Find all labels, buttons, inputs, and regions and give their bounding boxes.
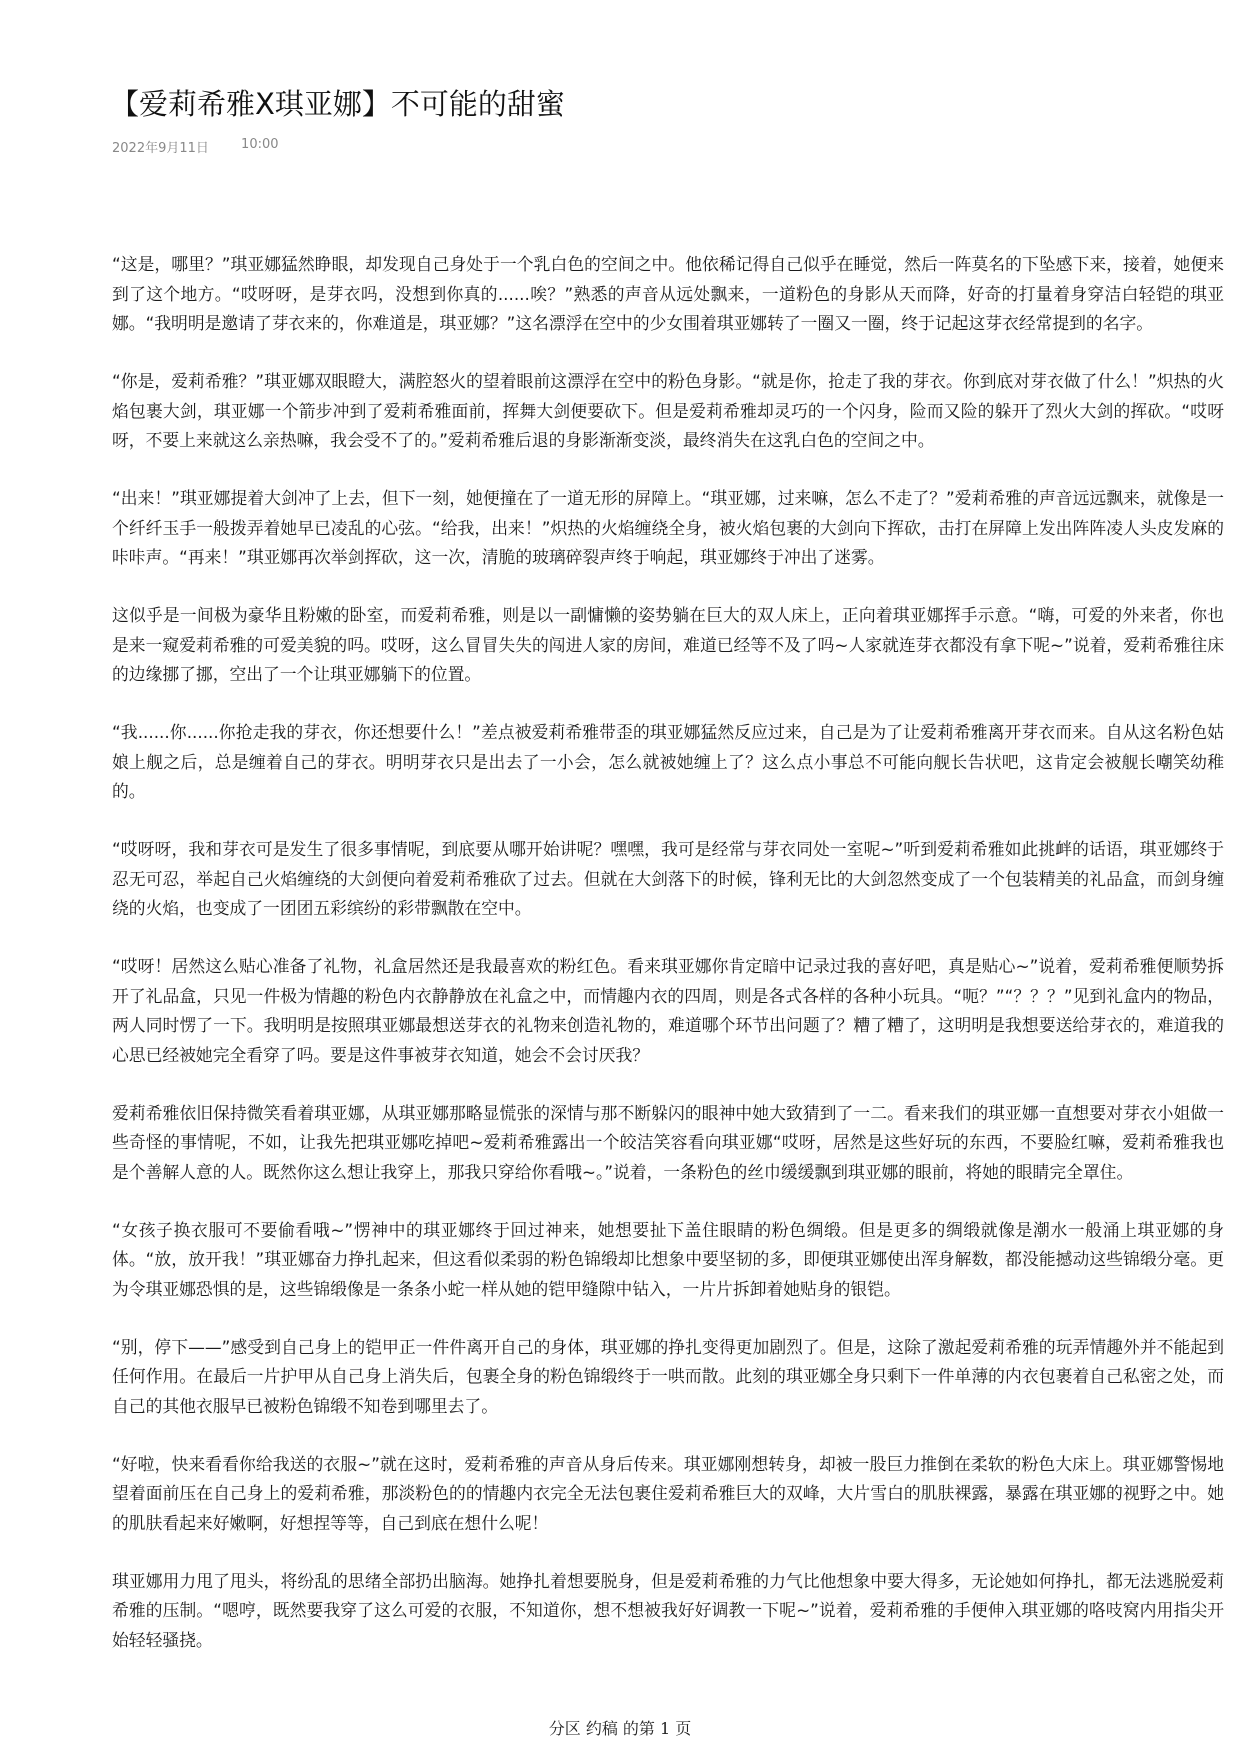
paragraph: “你是，爱莉希雅？”琪亚娜双眼瞪大，满腔怒火的望着眼前这漂浮在空中的粉色身影。“就是你，抢走了我的芽衣。你到底对芽衣做了什么！”炽热的火焰包裹大剑，琪亚娜一个箭步冲到了爱莉希雅面前，挥舞大剑便要砍下。但是爱莉希雅却灵巧的一个闪身，险而又险的躲开了烈火大剑的挥砍。“哎呀呀，不要上来就这么亲热嘛，我会受不了的。”爱莉希雅后退的身影渐渐变淡，最终消失在这乳白色的空间之中。 <box>112 371 1224 450</box>
paragraph: “哎呀！居然这么贴心准备了礼物，礼盒居然还是我最喜欢的粉红色。看来琪亚娜你肯定暗中记录过我的喜好吧，真是贴心~”说着，爱莉希雅便顺势拆开了礼品盒，只见一件极为情趣的粉色内衣静静放在礼盒之中，而情趣内衣的四周，则是各式各样的各种小玩具。“呃？”“？？？”见到礼盒内的物品，两人同时愣了一下。我明明是按照琪亚娜最想送芽衣的礼物来创造礼物的，难道哪个环节出问题了？糟了糟了，这明明是我想要送给芽衣的，难道我的心思已经被她完全看穿了吗。要是这件事被芽衣知道，她会不会讨厌我？ <box>112 956 1224 1065</box>
paragraph: “女孩子换衣服可不要偷看哦~”愣神中的琪亚娜终于回过神来，她想要扯下盖住眼睛的粉色绸缎。但是更多的绸缎就像是潮水一般涌上琪亚娜的身体。“放，放开我！”琪亚娜奋力挣扎起来，但这看似柔弱的粉色锦缎却比想象中要坚韧的多，即便琪亚娜使出浑身解数，都没能撼动这些锦缎分毫。更为令琪亚娜恐惧的是，这些锦缎像是一条条小蛇一样从她的铠甲缝隙中钻入，一片片拆卸着她贴身的银铠。 <box>112 1219 1225 1299</box>
publish-time: 10:00 <box>241 137 279 152</box>
page-footer: 分区 约稿 的第 1 页 <box>548 1719 692 1738</box>
paragraph: “这是，哪里？”琪亚娜猛然睁眼，却发现自己身处于一个乳白色的空间之中。他依稀记得自己似乎在睡觉，然后一阵莫名的下坠感下来，接着，她便来到了这个地方。“哎呀呀，是芽衣吗，没想到你真的......唉？”熟悉的声音从远处飘来，一道粉色的身影从天而降，好奇的打量着身穿洁白轻铠的琪亚娜。“我明明是邀请了芽衣来的，你难道是，琪亚娜？”这名漂浮在空中的少女围着琪亚娜转了一圈又一圈，终于记起这芽衣经常提到的名字。 <box>112 254 1224 333</box>
paragraph: 琪亚娜用力甩了甩头，将纷乱的思绪全部扔出脑海。她挣扎着想要脱身，但是爱莉希雅的力气比他想象中要大得多，无论她如何挣扎，都无法逃脱爱莉希雅的压制。“嗯哼，既然要我穿了这么可爱的衣服，不知道你，想不想被我好好调教一下呢~”说着，爱莉希雅的手便伸入琪亚娜的咯吱窝内用指尖开始轻轻骚挠。 <box>112 1570 1224 1650</box>
paragraph: 这似乎是一间极为豪华且粉嫩的卧室，而爱莉希雅，则是以一副慵懒的姿势躺在巨大的双人床上，正向着琪亚娜挥手示意。“嗨，可爱的外来者，你也是来一窥爱莉希雅的可爱美貌的吗。哎呀，这么冒冒失失的闯进人家的房间，难道已经等不及了吗~人家就连芽衣都没有拿下呢~”说着，爱莉希雅往床的边缘挪了挪，空出了一个让琪亚娜躺下的位置。 <box>112 605 1224 684</box>
paragraph: “出来！”琪亚娜提着大剑冲了上去，但下一刻，她便撞在了一道无形的屏障上。“琪亚娜，过来嘛，怎么不走了？”爱莉希雅的声音远远飘来，就像是一个纤纤玉手一般拨弄着她早已凌乱的心弦。“给我，出来！”炽热的火焰缠绕全身，被火焰包裹的大剑向下挥砍，击打在屏障上发出阵阵凌人头皮发麻的咔咔声。“再来！”琪亚娜再次举剑挥砍，这一次，清脆的玻璃碎裂声终于响起，琪亚娜终于冲出了迷雾。 <box>112 488 1224 567</box>
article-meta <box>112 137 279 156</box>
paragraph: “好啦，快来看看你给我送的衣服~”就在这时，爱莉希雅的声音从身后传来。琪亚娜刚想转身，却被一股巨力推倒在柔软的粉色大床上。琪亚娜警惕地望着面前压在自己身上的爱莉希雅，那淡粉色的的情趣内衣完全无法包裹住爱莉希雅巨大的双峰，大片雪白的肌肤裸露，暴露在琪亚娜的视野之中。她的肌肤看起来好嫩啊，好想捏等等，自己到底在想什么呢！ <box>112 1453 1224 1533</box>
paragraph: “哎呀呀，我和芽衣可是发生了很多事情呢，到底要从哪开始讲呢？嘿嘿，我可是经常与芽衣同处一室呢~”听到爱莉希雅如此挑衅的话语，琪亚娜终于忍无可忍，举起自己火焰缠绕的大剑便向着爱莉希雅砍了过去。但就在大剑落下的时候，锋利无比的大剑忽然变成了一个包装精美的礼品盒，而剑身缠绕的火焰，也变成了一团团五彩缤纷的彩带飘散在空中。 <box>112 839 1224 918</box>
publish-date: 2022年9月11日 <box>112 141 209 156</box>
paragraph: “我......你......你抢走我的芽衣，你还想要什么！”差点被爱莉希雅带歪的琪亚娜猛然反应过来，自己是为了让爱莉希雅离开芽衣而来。自从这名粉色姑娘上舰之后，总是缠着自己的芽衣。明明芽衣只是出去了一小会，怎么就被她缠上了？这么点小事总不可能向舰长告状吧，这肯定会被舰长嘲笑幼稚的。 <box>112 722 1224 801</box>
paragraph: “别，停下——”感受到自己身上的铠甲正一件件离开自己的身体，琪亚娜的挣扎变得更加剧烈了。但是，这除了激起爱莉希雅的玩弄情趣外并不能起到任何作用。在最后一片护甲从自己身上消失后，包裹全身的粉色锦缎终于一哄而散。此刻的琪亚娜全身只剩下一件单薄的内衣包裹着自己私密之处，而自己的其他衣服早已被粉色锦缎不知卷到哪里去了。 <box>112 1336 1224 1416</box>
paragraph: 爱莉希雅依旧保持微笑看着琪亚娜，从琪亚娜那略显慌张的深情与那不断躲闪的眼神中她大致猜到了一二。看来我们的琪亚娜一直想要对芽衣小姐做一些奇怪的事情呢，不如，让我先把琪亚娜吃掉吧~爱莉希雅露出一个皎洁笑容看向琪亚娜“哎呀，居然是这些好玩的东西，不要脸红嘛，爱莉希雅我也是个善解人意的人。既然你这么想让我穿上，那我只穿给你看哦~。”说着，一条粉色的丝巾缓缓飘到琪亚娜的眼前，将她的眼睛完全罩住。 <box>112 1102 1224 1182</box>
article-body <box>112 250 1224 1684</box>
article-title: 【爱莉希雅X琪亚娜】不可能的甜蜜 <box>110 87 565 121</box>
